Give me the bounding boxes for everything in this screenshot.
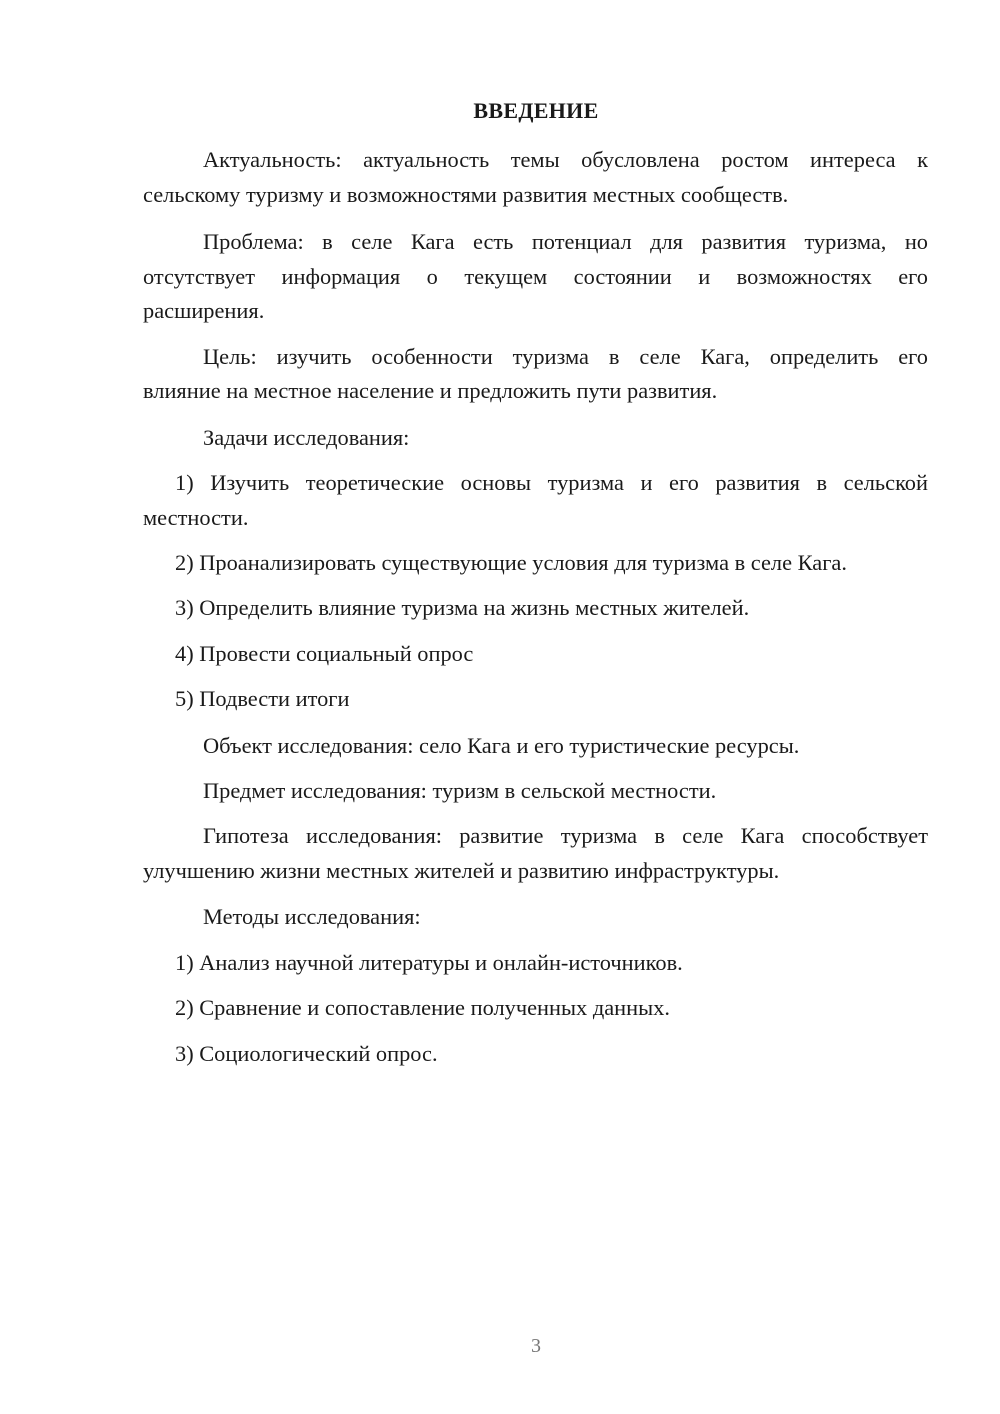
- task-item-3: 3) Определить влияние туризма на жизнь местных жителей.: [175, 595, 750, 620]
- task-item-5: 5) Подвести итоги: [175, 686, 350, 711]
- method-item-1: 1) Анализ научной литературы и онлайн-источников.: [175, 950, 683, 975]
- relevance-line-2: сельскому туризму и возможностями развития местных сообществ.: [143, 182, 789, 207]
- hypothesis-line-1: Гипотеза исследования: развитие туризма в селе Кага способствует: [203, 823, 928, 848]
- task-item-2: 2) Проанализировать существующие условия для туризма в селе Кага.: [175, 550, 847, 575]
- relevance-line-1: Актуальность: актуальность темы обусловлена ростом интереса к: [203, 147, 928, 172]
- problem-line-3: расширения.: [143, 298, 265, 323]
- page-title: ВВЕДЕНИЕ: [473, 98, 599, 123]
- methods-heading: Методы исследования:: [203, 904, 421, 929]
- page-number: 3: [531, 1335, 541, 1357]
- method-item-2: 2) Сравнение и сопоставление полученных данных.: [175, 995, 670, 1020]
- research-object: Объект исследования: село Кага и его туристические ресурсы.: [203, 733, 800, 758]
- task-item-1-line-2: местности.: [143, 505, 249, 530]
- hypothesis-line-2: улучшению жизни местных жителей и развитию инфраструктуры.: [143, 858, 780, 883]
- research-subject: Предмет исследования: туризм в сельской местности.: [203, 778, 717, 803]
- problem-line-2: отсутствует информация о текущем состоянии и возможностях его: [143, 264, 928, 289]
- method-item-3: 3) Социологический опрос.: [175, 1041, 438, 1066]
- problem-line-1: Проблема: в селе Кага есть потенциал для развития туризма, но: [203, 229, 928, 254]
- goal-line-2: влияние на местное население и предложить пути развития.: [143, 378, 718, 403]
- task-item-4: 4) Провести социальный опрос: [175, 641, 474, 666]
- tasks-heading: Задачи исследования:: [203, 425, 410, 450]
- goal-line-1: Цель: изучить особенности туризма в селе Кага, определить его: [203, 344, 928, 369]
- task-item-1-line-1: 1) Изучить теоретические основы туризма и его развития в сельской: [175, 470, 928, 495]
